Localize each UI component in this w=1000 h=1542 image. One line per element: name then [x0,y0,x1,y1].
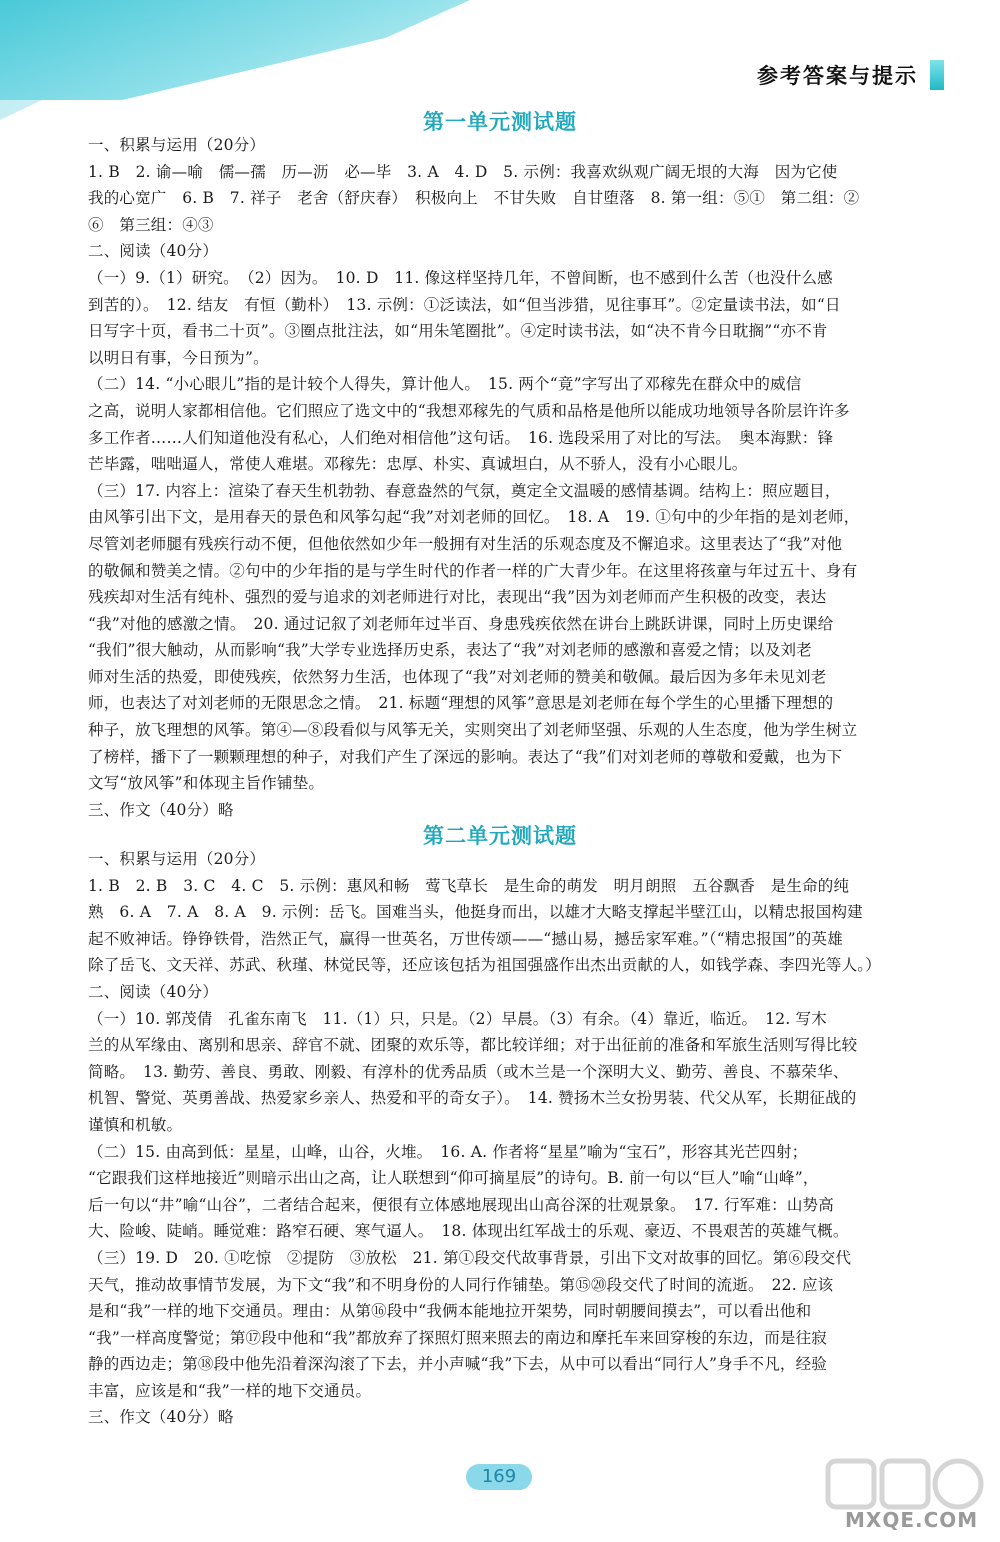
unit1-text-line: 日写字十页，看书二十页”。③圈点批注法，如“用朱笔圈批”。④定时读书法，如“决不肯今日耽搁”“亦不肯 [88,322,828,341]
unit1-text-line: 三、作文（40分）略 [88,800,234,819]
unit2-text-line: “它跟我们这样地接近”则暗示出山之高，让人联想到“仰可摘星辰”的诗句。B. 前一句以“巨人”喻“山峰”， [88,1169,819,1188]
unit1-text-line: 师，也表达了对刘老师的无限思念之情。 21. 标题“理想的风筝”意思是刘老师在每个学生的心里播下理想的 [88,694,834,713]
unit2-text-line: 兰的从军缘由、离别和思亲、辞官不就、团聚的欢乐等，都比较详细；对于出征前的准备和军旅生活则写得比较 [88,1036,858,1055]
watermark-text: MXQE.COM [845,1508,979,1532]
unit1-text-line: 了榜样，播下了一颗颗理想的种子，对我们产生了深远的影响。表达了“我”们对刘老师的尊敬和爱戴，也为下 [88,747,843,766]
unit2-text-line: 简略。 13. 勤劳、善良、勇敢、刚毅、有淳朴的优秀品质（或木兰是一个深明大义、勤劳、善良、不慕荣华、 [88,1062,849,1081]
unit2-text-line: 是和“我”一样的地下交通员。理由：从第⑯段中“我俩本能地拉开架势，同时朝腰间摸去”，可以看出他和 [88,1302,812,1321]
unit2-text-line: （三）19. D 20. ①吃惊 ②提防 ③放松 21. 第①段交代故事背景，引出下文对故事的回忆。第⑥段交代 [88,1248,852,1267]
unit1-text-line: “我们”很大触动，从而影响“我”大学专业选择历史系，表达了“我”对刘老师的感激和喜爱之情；以及刘老 [88,641,812,660]
unit1-text-line: “我”对他的感激之情。 20. 通过记叙了刘老师年过半百、身患残疾依然在讲台上跳跃讲课，同时上历史课给 [88,614,834,633]
unit1-text-line: 种子，放飞理想的风筝。第④—⑧段看似与风筝无关，实则突出了刘老师坚强、乐观的人生态度，他为学生树立 [88,721,858,740]
unit2-text-line: 大、险峻、陡峭。睡觉难：路窄石硬、寒气逼人。 18. 体现出红军战士的乐观、豪迈、不畏艰苦的英雄气概。 [88,1222,849,1241]
unit1-text-line: 的敬佩和赞美之情。②句中的少年指的是与学生时代的作者一样的广大青少年。在这里将孩童与年过五十、身有 [88,561,858,580]
unit1-text-line: 以明日有事，今日预为”。 [88,348,269,367]
page-number: 169 [466,1464,532,1490]
unit1-title: 第一单元测试题 [423,110,577,134]
unit2-text-line: 谨慎和机敏。 [88,1115,183,1134]
unit1-text-line: 到苦的）。 12. 结友 有恒（勤朴） 13. 示例：①泛读法，如“但当涉猎，见往事耳”。②定量读书法，如“日 [88,295,841,314]
unit1-text-line: 文写“放风筝”和体现主旨作铺垫。 [88,774,325,793]
unit1-text-line: 多工作者……人们知道他没有私心，人们绝对相信他”这句话。 16. 选段采用了对比的写法。 奥本海默：锋 [88,428,834,447]
unit1-text-line: 我的心宽广 6. B 7. 祥子 老舍（舒庆春） 积极向上 不甘失败 自甘堕落 8. 第一组：⑤① 第二组：② [88,189,860,208]
unit2-text-line: 天气，推动故事情节发展，为下文“我”和不明身份的人同行作铺垫。第⑮⑳段交代了时间的流逝。 22. 应该 [88,1275,834,1294]
unit2-text-line: 除了岳飞、文天祥、苏武、秋瑾、林觉民等，还应该包括为祖国强盛作出杰出贡献的人，如钱学森、李四光等人。） [88,956,881,975]
unit1-text-line: （一）9.（1）研究。 （2）因为。 10. D 11. 像这样坚持几年，不曾间断，也不感到什么苦（也没什么感 [88,268,833,287]
unit2-content [88,846,946,1431]
unit1-text-line: （二）14. “小心眼儿”指的是计较个人得失，算计他人。 15. 两个“竟”字写出了邓稼先在群众中的威信 [88,375,802,394]
unit1-text-line: 残疾却对生活有纯朴、强烈的爱与追求的刘老师进行对比，表现出“我”因为刘老师而产生积极的改变，表达 [88,588,827,607]
unit2-text-line: 二、阅读（40分） [88,982,219,1001]
header-decoration-band [0,0,470,100]
unit1-text-line: 由风筝引出下文，是用春天的景色和风筝勾起“我”对刘老师的回忆。 18. A 19. ①句中的少年指的是刘老师， [88,508,860,527]
unit2-text-line: 1. B 2. B 3. C 4. C 5. 示例：惠风和畅 莺飞草长 是生命的萌发 明月朗照 五谷飘香 是生命的纯 [88,876,850,895]
unit1-content [88,132,946,823]
unit1-text-line: 尽管刘老师腿有残疾行动不便，但他依然如少年一般拥有对生活的乐观态度及不懈追求。这里表达了“我”对他 [88,534,843,553]
unit1-text-line: 1. B 2. 谕—喻 儒—孺 历—沥 必—毕 3. A 4. D 5. 示例：我喜欢纵观广阔无垠的大海 因为它使 [88,162,838,181]
unit2-text-line: 后一句以“井”喻“山谷”，二者结合起来，便很有立体感地展现出山高谷深的壮观景象。 17. 行军难：山势高 [88,1195,834,1214]
unit1-text-line: 之高，说明人家都相信他。它们照应了选文中的“我想邓稼先的气质和品格是他所以能成功地领导各阶层许许多 [88,401,850,420]
unit2-title: 第二单元测试题 [423,824,577,848]
unit1-text-line: 师对生活的热爱，即使残疾，依然努力生活，也体现了“我”对刘老师的赞美和敬佩。最后因为多年未见刘老 [88,667,827,686]
unit2-text-line: （一）10. 郭茂倩 孔雀东南飞 11.（1）只，只是。（2）早晨。（3）有余。（4）靠近，临近。 12. 写木 [88,1009,827,1028]
unit2-text-line: 起不败神话。铮铮铁骨，浩然正气，赢得一世英名，万世传颂——“撼山易，撼岳家军难。”（“精忠报国”的英雄 [88,929,843,948]
unit2-text-line: “我”一样高度警觉；第⑰段中他和“我”都放弃了探照灯照来照去的南边和摩托车来回穿梭的东边，而是往寂 [88,1328,827,1347]
unit1-text-line: 一、积累与运用（20分） [88,136,266,154]
page-header-title: 参考答案与提示 [757,64,918,88]
unit1-text-line: 芒毕露，咄咄逼人，常使人难堪。邓稼先：忠厚、朴实、真诚坦白，从不骄人，没有小心眼儿。 [88,455,748,474]
header-accent-mark [930,60,944,90]
unit2-text-line: （二）15. 由高到低：星星，山峰，山谷，火堆。 16. A. 作者将“星星”喻为“宝石”，形容其光芒四射； [88,1142,808,1161]
unit2-text-line: 三、作文（40分）略 [88,1408,234,1427]
unit2-text-line: 机智、警觉、英勇善战、热爱家乡亲人、热爱和平的奇女子）。 14. 赞扬木兰女扮男装、代父从军，长期征战的 [88,1089,857,1108]
unit1-text-line: （三）17. 内容上：渲染了春天生机勃勃、春意盎然的气氛，奠定全文温暖的感情基调。结构上：照应题目， [88,481,841,500]
unit2-text-line: 一、积累与运用（20分） [88,850,266,868]
unit2-text-line: 熟 6. A 7. A 8. A 9. 示例：岳飞。国难当头，他挺身而出，以雄才大略支撑起半壁江山，以精忠报国构建 [88,903,863,922]
unit2-text-line: 静的西边走；第⑱段中他先沿着深沟滚了下去，并小声喊“我”下去，从中可以看出“同行人”身手不凡，经验 [88,1355,827,1374]
unit2-text-line: 丰富，应该是和“我”一样的地下交通员。 [88,1381,372,1400]
unit1-text-line: ⑥ 第三组：④③ [88,215,214,234]
unit1-text-line: 二、阅读（40分） [88,242,219,261]
